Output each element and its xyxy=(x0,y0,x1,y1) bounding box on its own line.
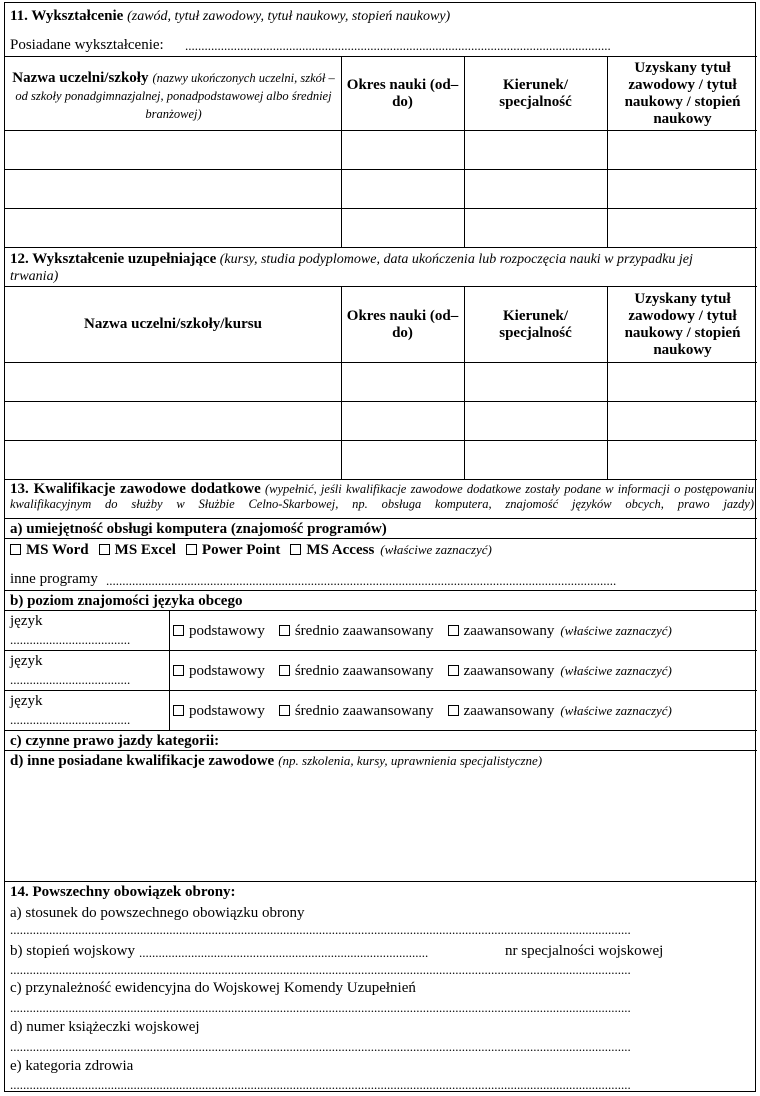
program-label: MS Excel xyxy=(114,541,176,558)
column-divider xyxy=(341,286,342,479)
checkbox-icon[interactable] xyxy=(279,705,290,716)
table-12-cell[interactable] xyxy=(5,402,341,440)
education-field-dots[interactable]: ................................................................................................................................... xyxy=(185,39,611,53)
section-13-heading xyxy=(10,482,754,512)
levels-note: (właściwe zaznaczyć) xyxy=(560,703,672,718)
program-power-point[interactable] xyxy=(186,542,280,559)
other-programs-label: inne programy xyxy=(10,571,98,587)
table-12-col2-header: Okres nauki (od–do) xyxy=(346,307,459,341)
table-12-cell[interactable] xyxy=(5,363,341,401)
level-label: zaawansowany xyxy=(463,662,555,679)
program-label: MS Word xyxy=(26,541,89,558)
section-11-note: (zawód, tytuł zawodowy, tytuł naukowy, stopień naukowy) xyxy=(127,9,451,24)
military-book-label: d) numer książeczki wojskowej xyxy=(10,1019,200,1035)
level-label: średnio zaawansowany xyxy=(294,622,434,639)
column-divider xyxy=(607,286,608,479)
other-programs-dots[interactable]: ............................................................................................................................................................. xyxy=(106,574,617,588)
checkbox-icon[interactable] xyxy=(10,544,21,555)
other-qualifications-note: (np. szkolenia, kursy, uprawnienia specjalistyczne) xyxy=(278,753,543,768)
level-intermediate[interactable] xyxy=(279,703,434,720)
level-advanced[interactable] xyxy=(448,703,555,720)
divider xyxy=(5,590,757,591)
level-label: podstawowy xyxy=(189,622,265,639)
computer-skills-title: a) umiejętność obsługi komputera (znajomość programów) xyxy=(10,521,387,537)
registration-label: c) przynależność ewidencyjna do Wojskowej Komendy Uzupełnień xyxy=(10,980,416,996)
checkbox-icon[interactable] xyxy=(279,625,290,636)
language-levels-row xyxy=(173,700,672,722)
divider xyxy=(5,247,757,248)
level-basic[interactable] xyxy=(173,623,265,640)
section-13-note: (wypełnić, jeśli kwalifikacje zawodowe dodatkowe zostały podane w informacji o postępowaniu kwalifikacyjnym do służby w Służbie Celno-Skarbowej, np. obsługa komputera, znajomość języków obcych, prawo jazdy) xyxy=(10,482,754,511)
column-divider xyxy=(464,56,465,247)
other-qualifications-area[interactable] xyxy=(5,773,757,881)
section-11-heading xyxy=(10,7,750,25)
military-book-dots[interactable]: ............................................................................................................................................................................................... xyxy=(10,1040,631,1054)
level-intermediate[interactable] xyxy=(279,623,434,640)
divider xyxy=(5,730,757,731)
level-basic[interactable] xyxy=(173,663,265,680)
column-divider xyxy=(169,610,170,730)
program-ms-word[interactable] xyxy=(10,542,89,559)
military-specialty-label: nr specjalności wojskowej xyxy=(505,943,664,959)
divider xyxy=(5,750,757,751)
level-basic[interactable] xyxy=(173,703,265,720)
level-label: zaawansowany xyxy=(463,702,555,719)
checkbox-icon[interactable] xyxy=(448,705,459,716)
column-divider xyxy=(464,286,465,479)
programs-row xyxy=(10,540,492,560)
driving-license-title: c) czynne prawo jazdy kategorii: xyxy=(10,733,220,749)
other-qualifications-title: d) inne posiadane kwalifikacje zawodowe xyxy=(10,753,275,769)
level-advanced[interactable] xyxy=(448,623,555,640)
military-rank-dots[interactable]: ......................................................................................... xyxy=(139,946,429,960)
level-label: zaawansowany xyxy=(463,622,555,639)
divider xyxy=(5,479,757,480)
section-11-title: 11. Wykształcenie xyxy=(10,8,124,24)
defense-obligation-dots[interactable]: ............................................................................................................................................................................................... xyxy=(10,923,631,937)
registration-dots[interactable]: ............................................................................................................................................................................................... xyxy=(10,1001,631,1015)
checkbox-icon[interactable] xyxy=(99,544,110,555)
divider xyxy=(5,538,757,539)
language-label: język xyxy=(10,653,43,669)
table-11-cell[interactable] xyxy=(5,131,341,169)
section-14-title: 14. Powszechny obowiązek obrony: xyxy=(10,884,236,900)
checkbox-icon[interactable] xyxy=(173,625,184,636)
col1-note: (nazwy ukończonych uczelni, szkół – od szkoły ponadgimnazjalnej, ponadpodstawowej albo średniej branżowej) xyxy=(15,71,335,121)
column-divider xyxy=(607,56,608,247)
programs-note: (właściwe zaznaczyć) xyxy=(380,542,492,557)
level-label: średnio zaawansowany xyxy=(294,702,434,719)
checkbox-icon[interactable] xyxy=(186,544,197,555)
table-12-col4-header: Uzyskany tytuł zawodowy / tytuł naukowy / stopień naukowy xyxy=(624,290,741,358)
language-levels-row xyxy=(173,660,672,682)
language-dots[interactable]: ..................................... xyxy=(10,713,131,727)
divider xyxy=(5,690,757,691)
language-title: b) poziom znajomości języka obcego xyxy=(10,593,243,609)
language-dots[interactable]: ..................................... xyxy=(10,633,131,647)
levels-note: (właściwe zaznaczyć) xyxy=(560,663,672,678)
divider xyxy=(5,650,757,651)
table-12-col3-header: Kierunek/ specjalność xyxy=(499,307,572,341)
table-11-cell[interactable] xyxy=(5,170,341,208)
table-11-col4-header: Uzyskany tytuł zawodowy / tytuł naukowy / stopień naukowy xyxy=(624,59,741,127)
levels-note: (właściwe zaznaczyć) xyxy=(560,623,672,638)
level-intermediate[interactable] xyxy=(279,663,434,680)
military-rank-label: b) stopień wojskowy xyxy=(10,943,135,959)
section-12-title: 12. Wykształcenie uzupełniające xyxy=(10,251,217,267)
health-category-dots[interactable]: ............................................................................................................................................................................................... xyxy=(10,1078,631,1092)
checkbox-icon[interactable] xyxy=(290,544,301,555)
col1-title: Nazwa uczelni/szkoły xyxy=(12,70,149,86)
section-13-title: 13. Kwalifikacje zawodowe dodatkowe xyxy=(10,481,261,497)
program-label: MS Access xyxy=(306,541,375,558)
language-levels-row xyxy=(173,620,672,642)
checkbox-icon[interactable] xyxy=(448,665,459,676)
table-11-col3-header: Kierunek/ specjalność xyxy=(499,76,572,110)
defense-obligation-label: a) stosunek do powszechnego obowiązku obrony xyxy=(10,905,305,921)
table-12-col1-header: Nazwa uczelni/szkoły/kursu xyxy=(84,316,262,332)
language-label: język xyxy=(10,613,43,629)
table-12-cell[interactable] xyxy=(5,441,341,479)
program-label: Power Point xyxy=(201,541,281,558)
other-qualifications-heading xyxy=(10,752,542,770)
level-label: podstawowy xyxy=(189,702,265,719)
level-advanced[interactable] xyxy=(448,663,555,680)
program-ms-access[interactable] xyxy=(290,542,374,559)
checkbox-icon[interactable] xyxy=(173,705,184,716)
checkbox-icon[interactable] xyxy=(173,665,184,676)
level-label: średnio zaawansowany xyxy=(294,662,434,679)
divider xyxy=(5,518,757,519)
military-rank-row xyxy=(10,941,663,961)
program-ms-excel[interactable] xyxy=(99,542,176,559)
education-field-label: Posiadane wykształcenie: xyxy=(10,37,164,53)
divider xyxy=(5,610,757,611)
language-label: język xyxy=(10,693,43,709)
section-12-note: (kursy, studia podyplomowe, data ukończenia lub rozpoczęcia nauki w przypadku jej trwania) xyxy=(10,252,693,284)
table-11-col1-header xyxy=(7,69,340,123)
section-12-heading xyxy=(10,250,710,285)
form-page xyxy=(4,2,756,1092)
table-11-cell[interactable] xyxy=(5,209,341,247)
divider xyxy=(5,881,757,882)
column-divider xyxy=(341,56,342,247)
table-11-col2-header: Okres nauki (od–do) xyxy=(346,76,459,110)
military-specialty-dots[interactable]: ............................................................................................................................................................................................... xyxy=(10,963,631,977)
level-label: podstawowy xyxy=(189,662,265,679)
language-dots[interactable]: ..................................... xyxy=(10,673,131,687)
checkbox-icon[interactable] xyxy=(448,625,459,636)
checkbox-icon[interactable] xyxy=(279,665,290,676)
health-category-label: e) kategoria zdrowia xyxy=(10,1058,134,1074)
